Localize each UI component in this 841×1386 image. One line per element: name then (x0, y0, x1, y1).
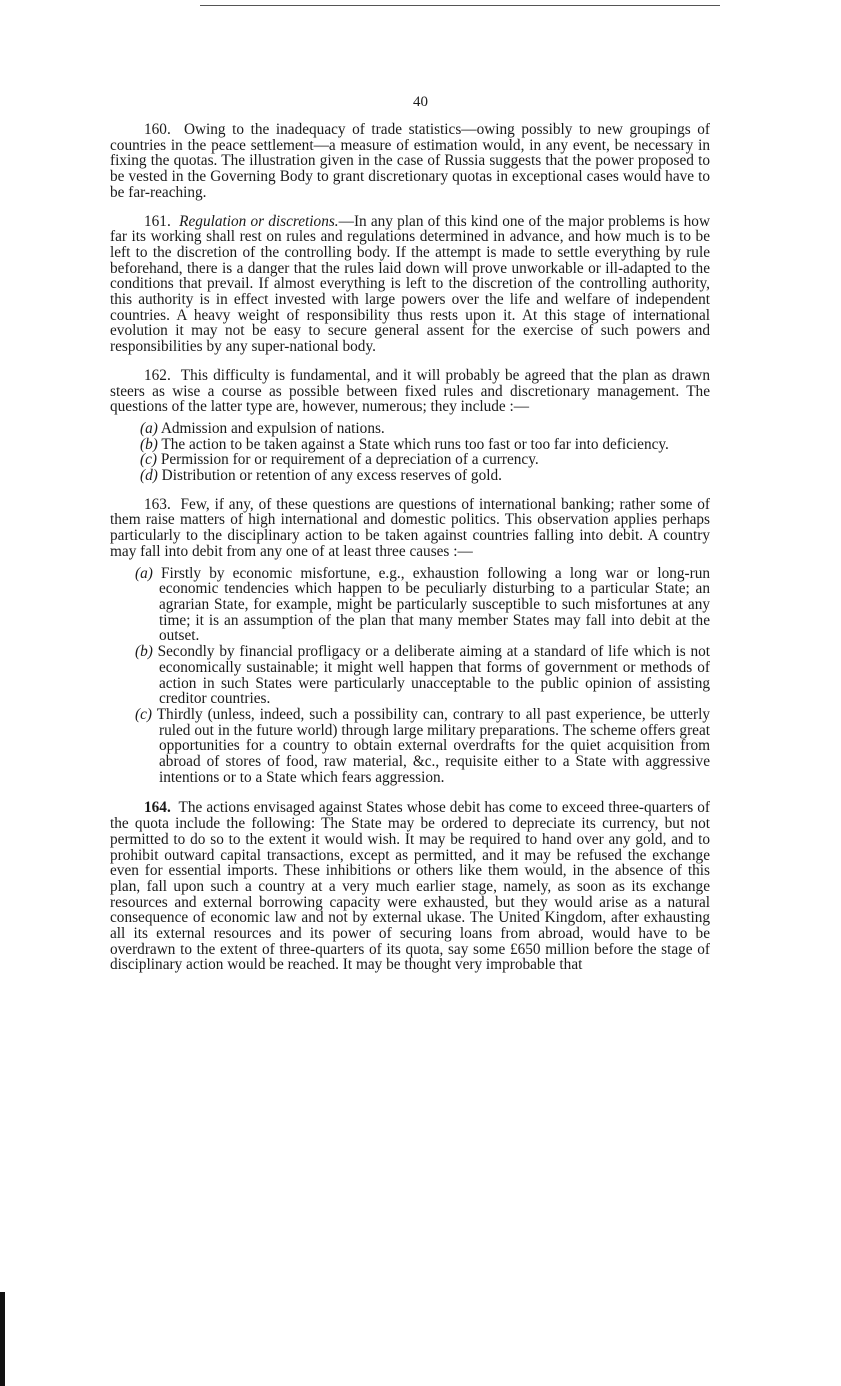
item-text: Thirdly (unless, indeed, such a possibility can, contrary to all past experience, be utterly ruled out in the future world) through large military preparations. The scheme offers great opportunities for a country to obtain external overdrafts for the quiet acquisition from abroad of stores of food, raw material, &c., requisite either to a State with aggressive intentions or to a State which fears aggression. (156, 705, 710, 786)
item-label: (c) (140, 451, 157, 469)
page-number: 40 (413, 94, 428, 110)
paragraph-number: 160. (144, 121, 171, 138)
paragraph-text: The actions envisaged against States whose debit has come to exceed three-quarters of the quota include the following: The State may be ordered to depreciate its currency, but not permitted to do so to the extent it would wish. It may be required to hand over any gold, and to prohibit outward capital transactions, except as permitted, and it may be refused the exchange even for essential imports. These inhibitions or others like them would, in the absence of this plan, fall upon such a country at a very much earlier stage, namely, as soon as its exchange resources and external borrowing capacity were exhausted, but they would arise as a natural consequence of economic law and not by external ukase. The United Kingdom, after exhausting all its external resources and its power of securing loans from abroad, would have to be overdrawn to the extent of three-quarters of its quota, say some £650 million before the stage of disciplinary action would be reached. It may be thought very improbable that (110, 799, 710, 974)
item-label: (c) (135, 705, 152, 723)
item-text: The action to be taken against a State which runs too fast or too far into deficiency. (161, 435, 669, 453)
paragraph-161 (110, 214, 710, 355)
paragraph-text: Few, if any, of these questions are questions of international banking; rather some of them raise matters of high international and domestic politics. This observation applies perhaps particularly to the disciplinary action to be taken against countries falling into debit. A country may fall into debit from any one of at least three causes :— (110, 495, 710, 560)
list-item (140, 421, 710, 437)
list-item (135, 707, 710, 786)
list-item (140, 437, 710, 453)
list-item (140, 452, 710, 468)
paragraph-number: 164. (144, 799, 171, 817)
document-body (110, 122, 710, 986)
paragraph-text: —In any plan of this kind one of the major problems is how far its working shall rest on rules and regulations determined in advance, and how much is to be left to the discretion of the controlling body. If the attempt is made to settle everything by rule beforehand, there is a danger that the rules laid down will prove unworkable or ill-adapted to the conditions that prevail. If almost everything is left to the discretion of the controlling authority, this authority is in effect invested with large powers over the life and welfare of independent countries. A heavy weight of responsibility thus rests upon it. At this stage of international evolution it may not be easy to secure general assent for the exercise of such powers and responsibilities by any super-national body. (110, 212, 710, 356)
item-label: (a) (135, 564, 153, 582)
item-text: Permission for or requirement of a depreciation of a currency. (160, 451, 539, 469)
list-item (135, 644, 710, 707)
list-item (135, 566, 710, 645)
paragraph-number: 162. (144, 366, 171, 384)
paragraph-number: 161. (144, 212, 171, 230)
paragraph-heading: Regulation or discretions. (179, 212, 339, 230)
item-text: Secondly by financial profligacy or a deliberate aiming at a standard of life which is not economically sustainable; it might well happen that forms of government or methods of action in such States were particularly unacceptable to the public opinion of assisting creditor countries. (157, 643, 711, 708)
paragraph-162 (110, 368, 710, 415)
paragraph-164 (110, 800, 710, 973)
paragraph-160 (110, 122, 710, 201)
causes-list (110, 566, 710, 786)
paragraph-text: Owing to the inadequacy of trade statistics—owing possibly to new groupings of countries in the peace settlement—a measure of estimation would, in any event, be necessary in fixing the quotas. The illustration given in the case of Russia suggests that the power proposed to be vested in the Governing Body to grant discretionary quotas in exceptional cases would have to be far-reaching. (110, 121, 710, 201)
top-rule (200, 5, 720, 6)
scan-edge-mark (0, 1292, 5, 1386)
item-text: Firstly by economic misfortune, e.g., exhaustion following a long war or long-run economic tendencies which happen to be peculiarly disturbing to a particular State; an agrarian State, for example, might be particularly susceptible to such misfortunes at any time; it is an assumption of the plan that many member States may fall into debit at the outset. (159, 564, 710, 645)
item-text: Admission and expulsion of nations. (160, 419, 385, 437)
list-item (140, 468, 710, 484)
item-label: (a) (140, 419, 158, 437)
item-text: Distribution or retention of any excess reserves of gold. (161, 467, 502, 485)
paragraph-number: 163. (144, 495, 171, 513)
item-label: (b) (135, 643, 153, 661)
question-list (110, 421, 710, 484)
item-label: (d) (140, 467, 158, 485)
item-label: (b) (140, 435, 158, 453)
paragraph-163 (110, 497, 710, 560)
paragraph-text: This difficulty is fundamental, and it will probably be agreed that the plan as drawn steers as wise a course as possible between fixed rules and discretionary management. The questions of the latter type are, however, numerous; they include :— (110, 366, 710, 416)
